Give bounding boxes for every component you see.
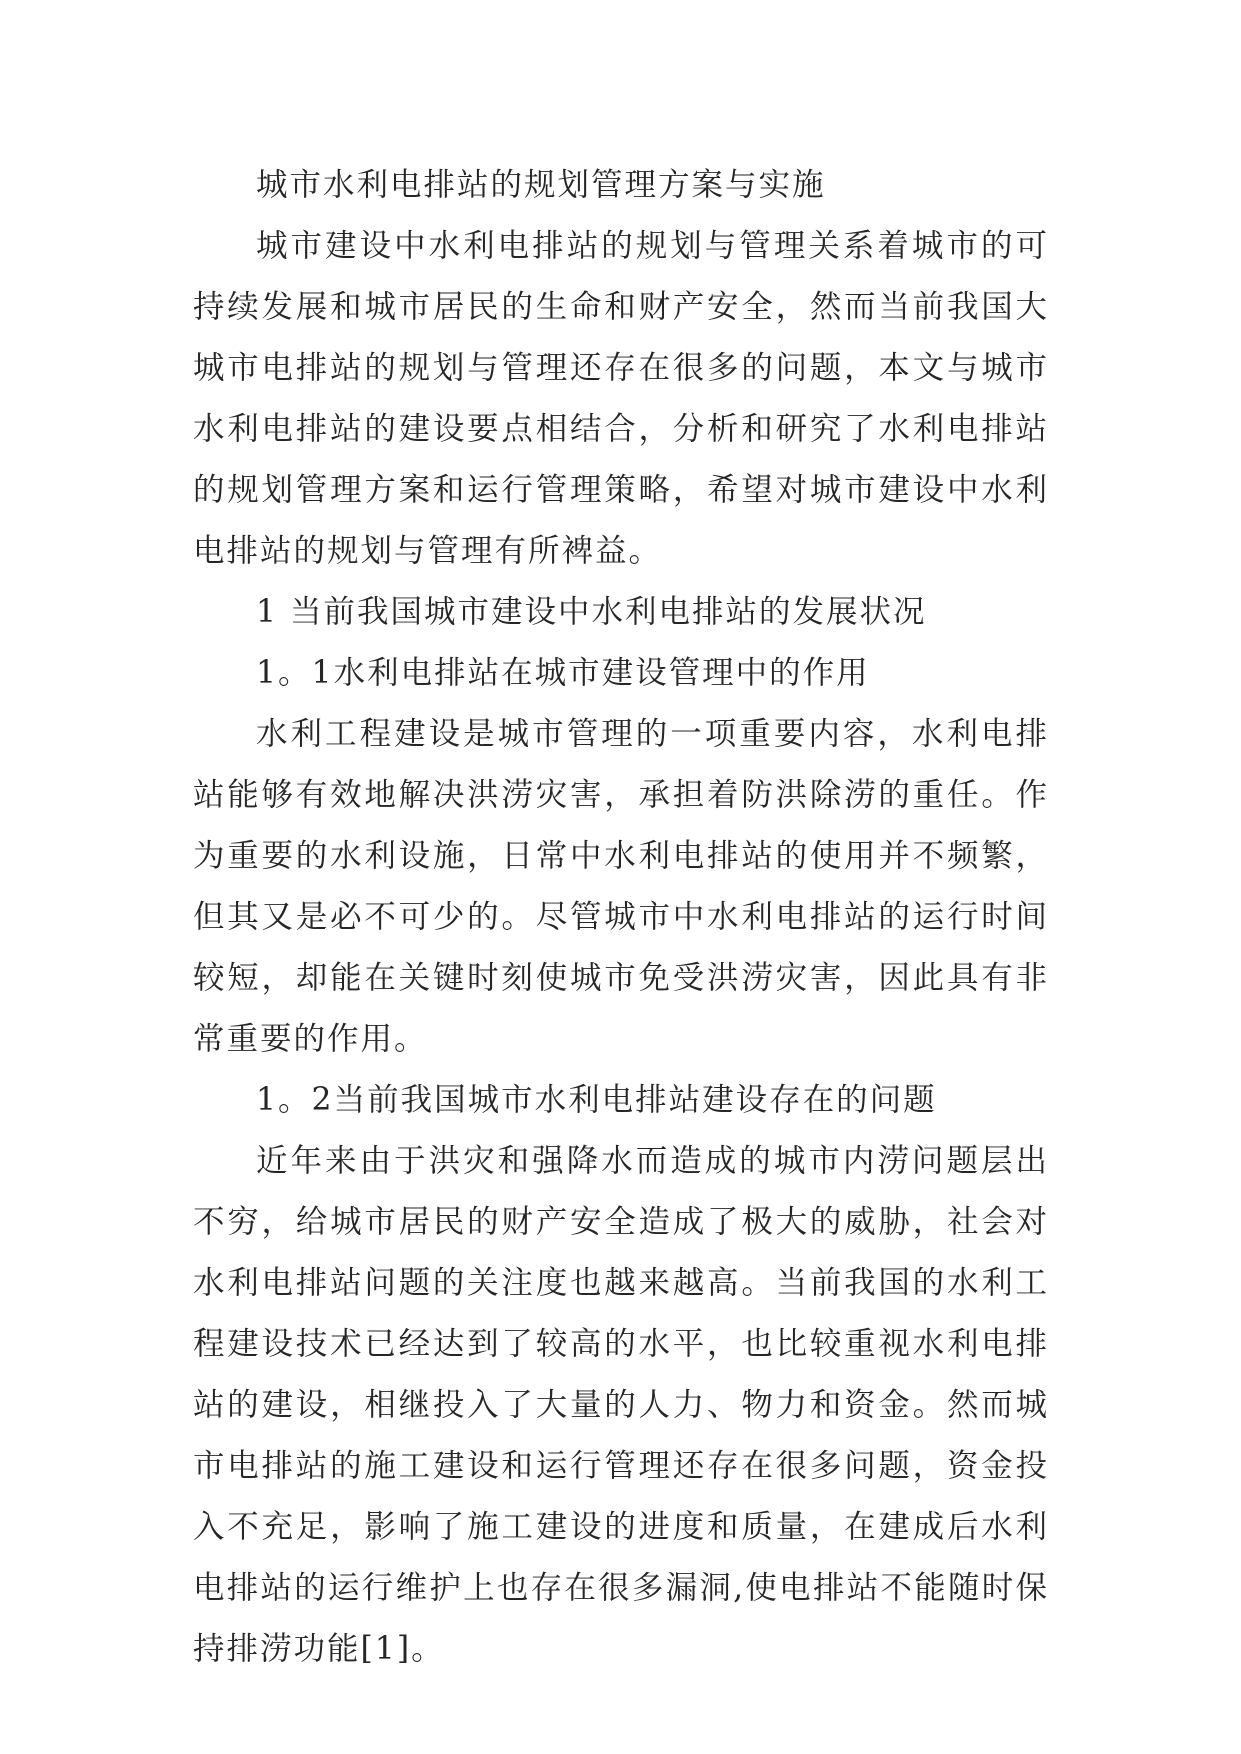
section-1-2-heading: 1。2当前我国城市水利电排站建设存在的问题	[256, 1082, 937, 1118]
document-title: 城市水利电排站的规划管理方案与实施	[256, 167, 826, 203]
section-1-1-paragraph: 水利工程建设是城市管理的一项重要内容，水利电排站能够有效地解决洪涝灾害，承担着防洪除涝的重任。作为重要的水利设施，日常中水利电排站的使用并不频繁，但其又是必不可少的。尽管城市中水利电排站的运行时间较短，却能在关键时刻使城市免受洪涝灾害，因此具有非常重要的作用。	[193, 716, 1049, 1057]
section-1-2-paragraph: 近年来由于洪灾和强降水而造成的城市内涝问题层出不穷，给城市居民的财产安全造成了极大的威胁，社会对水利电排站问题的关注度也越来越高。当前我国的水利工程建设技术已经达到了较高的水平，也比较重视水利电排站的建设，相继投入了大量的人力、物力和资金。然而城市电排站的施工建设和运行管理还存在很多问题，资金投入不充足，影响了施工建设的进度和质量，在建成后水利电排站的运行维护上也存在很多漏洞,使电排站不能随时保持排涝功能[1]。	[193, 1143, 1049, 1667]
intro-paragraph: 城市建设中水利电排站的规划与管理关系着城市的可持续发展和城市居民的生命和财产安全，然而当前我国大城市电排站的规划与管理还存在很多的问题，本文与城市水利电排站的建设要点相结合，分析和研究了水利电排站的规划管理方案和运行管理策略，希望对城市建设中水利电排站的规划与管理有所裨益。	[193, 228, 1049, 569]
section-1-heading: 1 当前我国城市建设中水利电排站的发展状况	[256, 594, 927, 630]
section-1-1-heading: 1。1水利电排站在城市建设管理中的作用	[256, 655, 870, 691]
document-body	[193, 155, 1049, 1680]
